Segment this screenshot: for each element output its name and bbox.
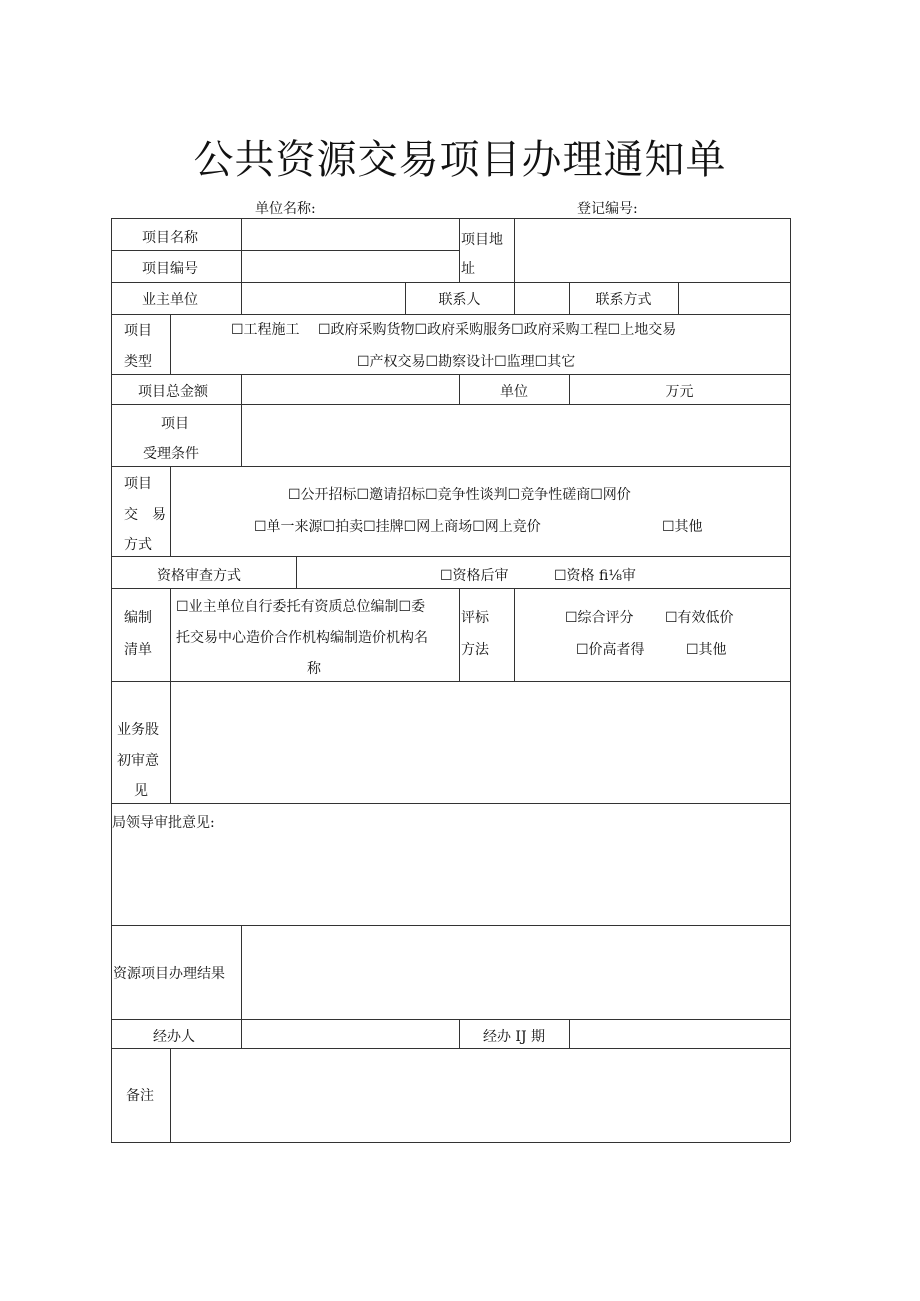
project-address-label-cont: 址 xyxy=(461,261,475,277)
business-review-label: 业务股 xyxy=(117,722,159,738)
business-review-field[interactable] xyxy=(171,682,789,802)
project-type-options[interactable]: ☐工程施工 ☐政府采购货物☐政府采购服务☐政府采购工程☐上地交易 xyxy=(231,322,677,338)
result-label: 资源项目办理结果 xyxy=(113,966,225,982)
remarks-label: 备注 xyxy=(126,1088,154,1104)
registration-no-label: 登记编号: xyxy=(577,201,638,217)
col-divider xyxy=(170,466,171,556)
handler-field[interactable] xyxy=(242,1020,458,1047)
eval-method-label-cont: 方法 xyxy=(461,642,489,658)
project-name-label: 项目名称 xyxy=(142,230,198,246)
trade-method-label-end: 方式 xyxy=(124,537,152,553)
col-divider xyxy=(170,588,171,681)
row-divider xyxy=(111,314,790,315)
list-prep-label-cont: 清单 xyxy=(124,642,152,658)
list-prep-label: 编制 xyxy=(124,610,152,626)
table-border-bottom xyxy=(111,1142,790,1143)
eval-other-checkbox[interactable]: ☐其他 xyxy=(686,642,727,658)
trade-method-label-cont: 交 易 xyxy=(124,507,166,523)
unit-name-label: 单位名称: xyxy=(255,201,316,217)
leader-approval-field[interactable] xyxy=(112,836,789,924)
project-number-field[interactable] xyxy=(242,251,458,281)
total-amount-field[interactable] xyxy=(242,375,458,403)
contact-person-field[interactable] xyxy=(515,283,568,313)
project-address-label: 项目地 xyxy=(461,232,503,248)
row-divider xyxy=(111,556,790,557)
qualification-review-label: 资格审查方式 xyxy=(157,568,241,584)
project-number-label: 项目编号 xyxy=(142,261,198,277)
row-divider xyxy=(111,588,790,589)
col-divider xyxy=(514,588,515,681)
result-field[interactable] xyxy=(242,926,789,1018)
contact-person-label: 联系人 xyxy=(438,292,481,308)
acceptance-label-cont: 受理条件 xyxy=(143,446,199,462)
project-address-field[interactable] xyxy=(515,219,789,281)
leader-approval-label: 局领导审批意见: xyxy=(112,815,215,831)
total-amount-label: 项目总金额 xyxy=(138,384,208,400)
trade-method-other-checkbox[interactable]: ☐其他 xyxy=(662,519,703,535)
contact-method-field[interactable] xyxy=(679,283,789,313)
business-review-label-end: 见 xyxy=(134,783,148,799)
trade-method-options[interactable]: ☐公开招标☐邀请招标☐竞争性谈判☐竞争性磋商☐网价 xyxy=(288,487,631,503)
row-divider xyxy=(111,803,790,804)
col-divider xyxy=(459,218,460,282)
row-divider xyxy=(111,466,790,467)
table-border-left xyxy=(111,218,112,1142)
list-prep-options-cont: 托交易中心造价合作机构编制造价机构名 xyxy=(176,630,428,646)
unit-label: 单位 xyxy=(500,384,528,400)
list-prep-options-end: 称 xyxy=(307,661,321,677)
col-divider xyxy=(296,556,297,588)
handler-label: 经办人 xyxy=(153,1029,195,1045)
acceptance-conditions-field[interactable] xyxy=(242,405,789,465)
eval-lowest-price-checkbox[interactable]: ☐有效低价 xyxy=(665,610,734,626)
eval-comprehensive-checkbox[interactable]: ☐综合评分 xyxy=(565,610,634,626)
project-type-label: 项目 xyxy=(124,323,152,339)
trade-method-label: 项目 xyxy=(124,476,152,492)
owner-unit-label: 业主单位 xyxy=(142,292,198,308)
trade-method-options-more[interactable]: ☐单一来源☐拍卖☐挂牌☐网上商场☐网上竞价 xyxy=(254,519,541,535)
project-type-options-more[interactable]: ☐产权交易☐勘察设计☐监理☐其它 xyxy=(357,354,576,370)
acceptance-label: 项目 xyxy=(161,416,189,432)
handle-date-label: 经办 IJ 期 xyxy=(482,1029,546,1045)
col-divider xyxy=(459,588,460,681)
eval-method-label: 评标 xyxy=(461,610,489,626)
unit-value: 万元 xyxy=(665,384,694,400)
table-border-right xyxy=(790,218,791,1142)
owner-unit-field[interactable] xyxy=(242,283,404,313)
list-prep-options[interactable]: ☐业主单位自行委托有资质总位编制☐委 xyxy=(176,599,426,615)
project-type-label-cont: 类型 xyxy=(124,354,152,370)
project-name-field[interactable] xyxy=(242,219,458,249)
remarks-field[interactable] xyxy=(171,1049,789,1141)
business-review-label-cont: 初审意 xyxy=(117,753,159,769)
document-title: 公共资源交易项目办理通知单 xyxy=(193,137,727,183)
handle-date-field[interactable] xyxy=(570,1020,789,1047)
col-divider xyxy=(170,314,171,374)
qualification-post-checkbox[interactable]: ☐资格后审 xyxy=(440,568,509,584)
qualification-pre-checkbox[interactable]: ☐资格 fi⅛审 xyxy=(554,568,636,584)
contact-method-label: 联系方式 xyxy=(595,292,652,308)
eval-highest-price-checkbox[interactable]: ☐价高者得 xyxy=(576,642,645,658)
